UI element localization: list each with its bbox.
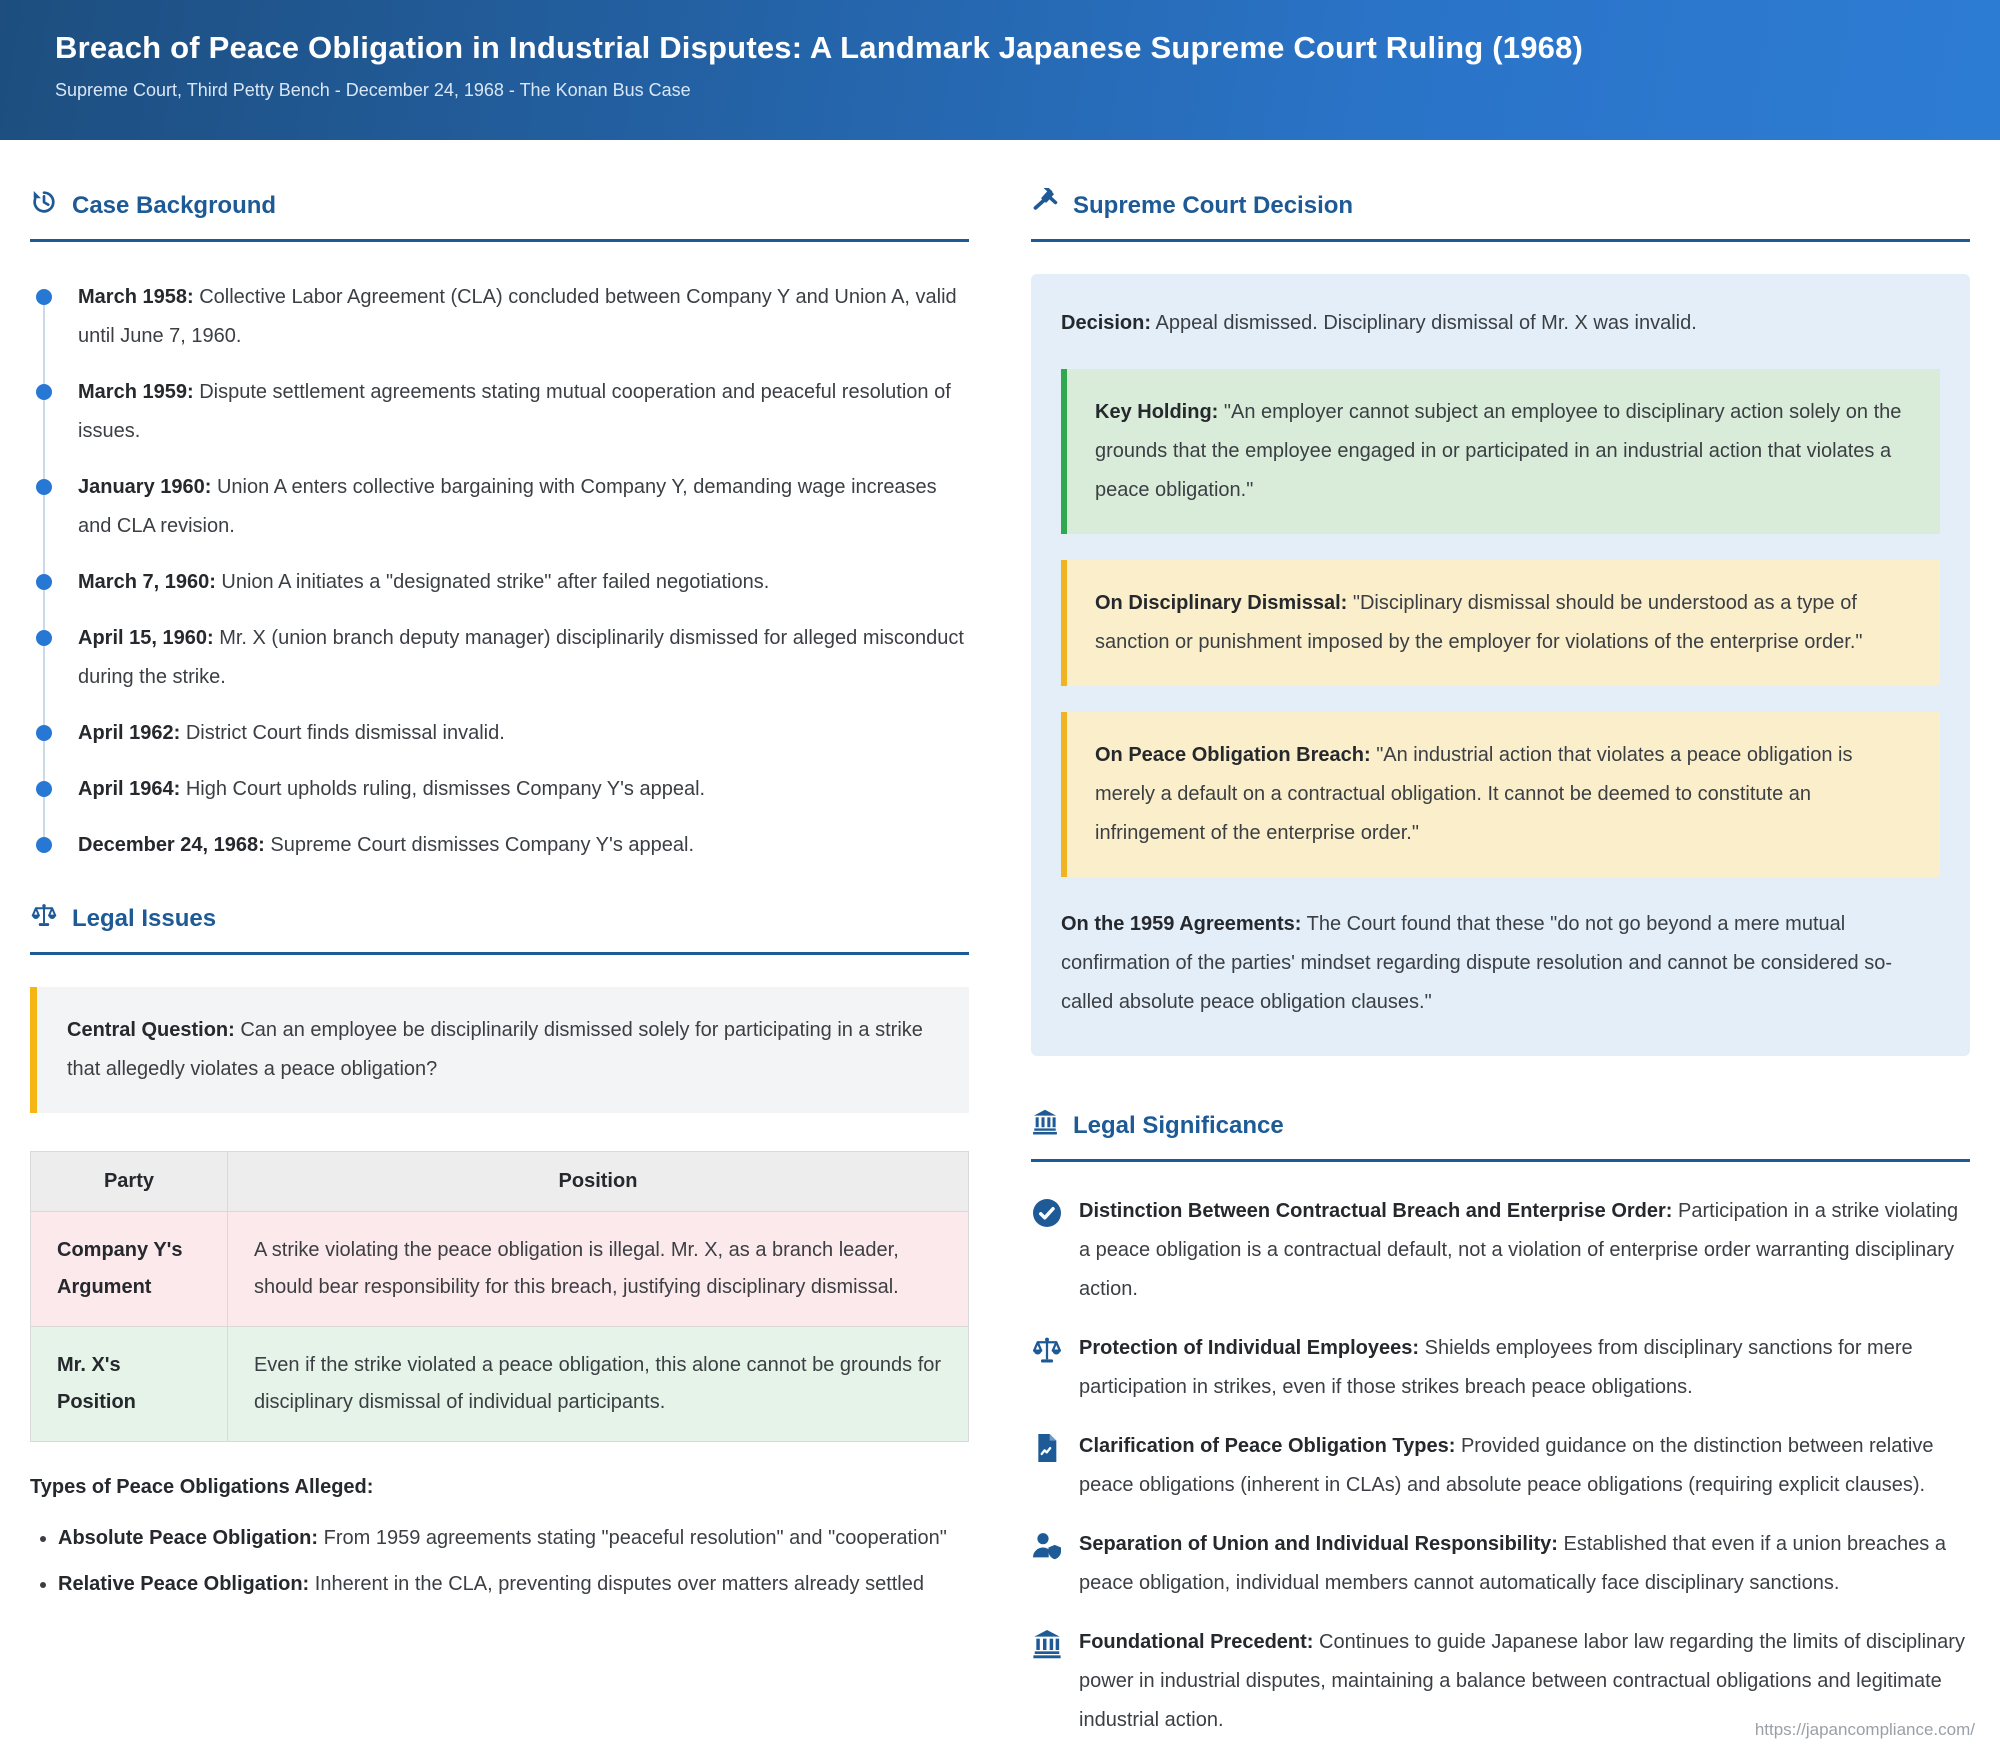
central-question-text: Can an employee be disciplinarily dismissed solely for participating in a strike that allegedly violates a peace obligation? — [67, 1019, 923, 1080]
timeline-text: District Court finds dismissal invalid. — [185, 722, 505, 744]
file-chart-icon — [1031, 1432, 1063, 1464]
timeline-text: Union A enters collective bargaining with Company Y, demanding wage increases and CLA revision. — [78, 476, 937, 537]
significance-label: Distinction Between Contractual Breach and Enterprise Order: — [1079, 1200, 1673, 1222]
callout-text: "Disciplinary dismissal should be understood as a type of sanction or punishment imposed by the employer for violations of the enterprise order." — [1095, 592, 1863, 653]
list-item — [1031, 1427, 1970, 1505]
timeline-date: March 1958: — [78, 286, 194, 308]
timeline-item — [36, 468, 969, 546]
list-item — [58, 1565, 969, 1603]
peace-obligation-breach-callout — [1061, 712, 1940, 877]
timeline-date: April 1964: — [78, 778, 181, 800]
page-subtitle: Supreme Court, Third Petty Bench - December 24, 1968 - The Konan Bus Case — [55, 80, 691, 100]
party-position-table — [30, 1151, 969, 1442]
timeline-date: January 1960: — [78, 476, 212, 498]
timeline-item — [36, 373, 969, 451]
timeline-text: Dispute settlement agreements stating mutual cooperation and peaceful resolution of issues. — [78, 381, 951, 442]
timeline-item — [36, 563, 969, 602]
central-question-label: Central Question: — [67, 1019, 235, 1041]
gavel-icon — [1031, 188, 1059, 223]
timeline-item — [36, 826, 969, 865]
type-label: Absolute Peace Obligation: — [58, 1527, 319, 1549]
decision-line — [1061, 304, 1940, 343]
position-cell: Even if the strike violated a peace obligation, this alone cannot be grounds for disciplinary dismissal of individual participants. — [227, 1327, 968, 1442]
decision-text: Appeal dismissed. Disciplinary dismissal of Mr. X was invalid. — [1155, 312, 1697, 334]
timeline-date: April 1962: — [78, 722, 181, 744]
agreements-label: On the 1959 Agreements: — [1061, 913, 1302, 935]
list-item — [58, 1519, 969, 1557]
disciplinary-dismissal-callout — [1061, 560, 1940, 686]
legal-significance-section — [1031, 1108, 1970, 1740]
callout-label: On Peace Obligation Breach: — [1095, 744, 1371, 766]
significance-label: Clarification of Peace Obligation Types: — [1079, 1435, 1456, 1457]
right-column — [1031, 188, 1970, 1760]
type-text: Inherent in the CLA, preventing disputes over matters already settled — [314, 1573, 924, 1595]
significance-text: Participation in a strike violating a peace obligation is a contractual default, not a violation of enterprise order warranting disciplinary action. — [1079, 1200, 1959, 1300]
case-timeline — [36, 278, 969, 865]
significance-text: Provided guidance on the distinction between relative peace obligations (inherent in CLAs) and absolute peace obligations (requiring explicit clauses). — [1079, 1435, 1934, 1496]
timeline-text: Supreme Court dismisses Company Y's appeal. — [270, 834, 695, 856]
timeline-date: March 7, 1960: — [78, 571, 216, 593]
type-label: Relative Peace Obligation: — [58, 1573, 310, 1595]
types-list — [58, 1519, 969, 1603]
scales-icon — [1031, 1334, 1063, 1366]
key-holding-callout — [1061, 369, 1940, 534]
timeline-date: March 1959: — [78, 381, 194, 403]
section-title: Legal Issues — [72, 904, 217, 932]
decision-label: Decision: — [1061, 312, 1152, 334]
timeline-item — [36, 278, 969, 356]
list-item — [1031, 1329, 1970, 1407]
type-text: From 1959 agreements stating "peaceful resolution" and "cooperation" — [323, 1527, 947, 1549]
section-title: Legal Significance — [1073, 1111, 1284, 1139]
timeline-date: December 24, 1968: — [78, 834, 265, 856]
timeline-item — [36, 770, 969, 809]
list-item — [1031, 1192, 1970, 1309]
section-title: Case Background — [72, 191, 277, 219]
section-title: Supreme Court Decision — [1073, 191, 1354, 219]
agreements-paragraph — [1061, 905, 1940, 1022]
scales-icon — [30, 901, 58, 936]
table-row — [31, 1327, 969, 1442]
timeline-text: Collective Labor Agreement (CLA) concluded between Company Y and Union A, valid until June 7, 1960. — [78, 286, 957, 347]
table-header-row — [31, 1152, 969, 1212]
party-cell: Mr. X's Position — [31, 1327, 228, 1442]
agreements-text: The Court found that these "do not go beyond a mere mutual confirmation of the parties' mindset regarding dispute resolution and cannot be considered so-called absolute peace obligation clauses." — [1061, 913, 1892, 1013]
callout-label: Key Holding: — [1095, 401, 1219, 423]
check-circle-icon — [1031, 1197, 1063, 1229]
central-question-callout — [30, 987, 969, 1113]
significance-text: Continues to guide Japanese labor law regarding the limits of disciplinary power in industrial disputes, maintaining a balance between contractual obligations and legitimate industrial action. — [1079, 1631, 1965, 1731]
significance-label: Foundational Precedent: — [1079, 1631, 1314, 1653]
decision-panel — [1031, 274, 1970, 1056]
user-shield-icon — [1031, 1530, 1063, 1562]
timeline-text: Union A initiates a "designated strike" after failed negotiations. — [221, 571, 770, 593]
significance-label: Separation of Union and Individual Responsibility: — [1079, 1533, 1558, 1555]
landmark-icon — [1031, 1628, 1063, 1660]
page-header — [0, 0, 2000, 140]
party-cell: Company Y's Argument — [31, 1212, 228, 1327]
main-content — [0, 140, 2000, 1760]
section-heading-legal-issues — [30, 901, 969, 955]
page-title: Breach of Peace Obligation in Industrial Disputes: A Landmark Japanese Supreme Court Ruling (1968) — [55, 30, 1584, 65]
significance-list — [1031, 1192, 1970, 1740]
col-header-position: Position — [227, 1152, 968, 1212]
types-heading: Types of Peace Obligations Alleged: — [30, 1476, 374, 1498]
significance-text: Established that even if a union breaches a peace obligation, individual members cannot automatically face disciplinary sanctions. — [1079, 1533, 1946, 1594]
left-column — [30, 188, 969, 1760]
callout-text: "An industrial action that violates a peace obligation is merely a default on a contractual obligation. It cannot be deemed to constitute an infringement of the enterprise order." — [1095, 744, 1853, 844]
timeline-date: April 15, 1960: — [78, 627, 214, 649]
source-url: https://japancompliance.com/ — [1754, 1720, 1975, 1739]
timeline-item — [36, 619, 969, 697]
significance-label: Protection of Individual Employees: — [1079, 1337, 1420, 1359]
callout-text: "An employer cannot subject an employee to disciplinary action solely on the grounds that the employee engaged in or participated in an industrial action that violates a peace obligation." — [1095, 401, 1902, 501]
col-header-party: Party — [31, 1152, 228, 1212]
landmark-icon — [1031, 1108, 1059, 1143]
callout-label: On Disciplinary Dismissal: — [1095, 592, 1348, 614]
timeline-item — [36, 714, 969, 753]
timeline-text: High Court upholds ruling, dismisses Company Y's appeal. — [185, 778, 706, 800]
significance-text: Shields employees from disciplinary sanctions for mere participation in strikes, even if those strikes breach peace obligations. — [1079, 1337, 1913, 1398]
section-heading-supreme-court-decision — [1031, 188, 1970, 242]
section-heading-legal-significance — [1031, 1108, 1970, 1162]
list-item — [1031, 1525, 1970, 1603]
position-cell: A strike violating the peace obligation is illegal. Mr. X, as a branch leader, should bear responsibility for this breach, justifying disciplinary dismissal. — [227, 1212, 968, 1327]
table-row — [31, 1212, 969, 1327]
history-icon — [30, 188, 58, 223]
timeline-text: Mr. X (union branch deputy manager) disciplinarily dismissed for alleged misconduct during the strike. — [78, 627, 964, 688]
section-heading-case-background — [30, 188, 969, 242]
